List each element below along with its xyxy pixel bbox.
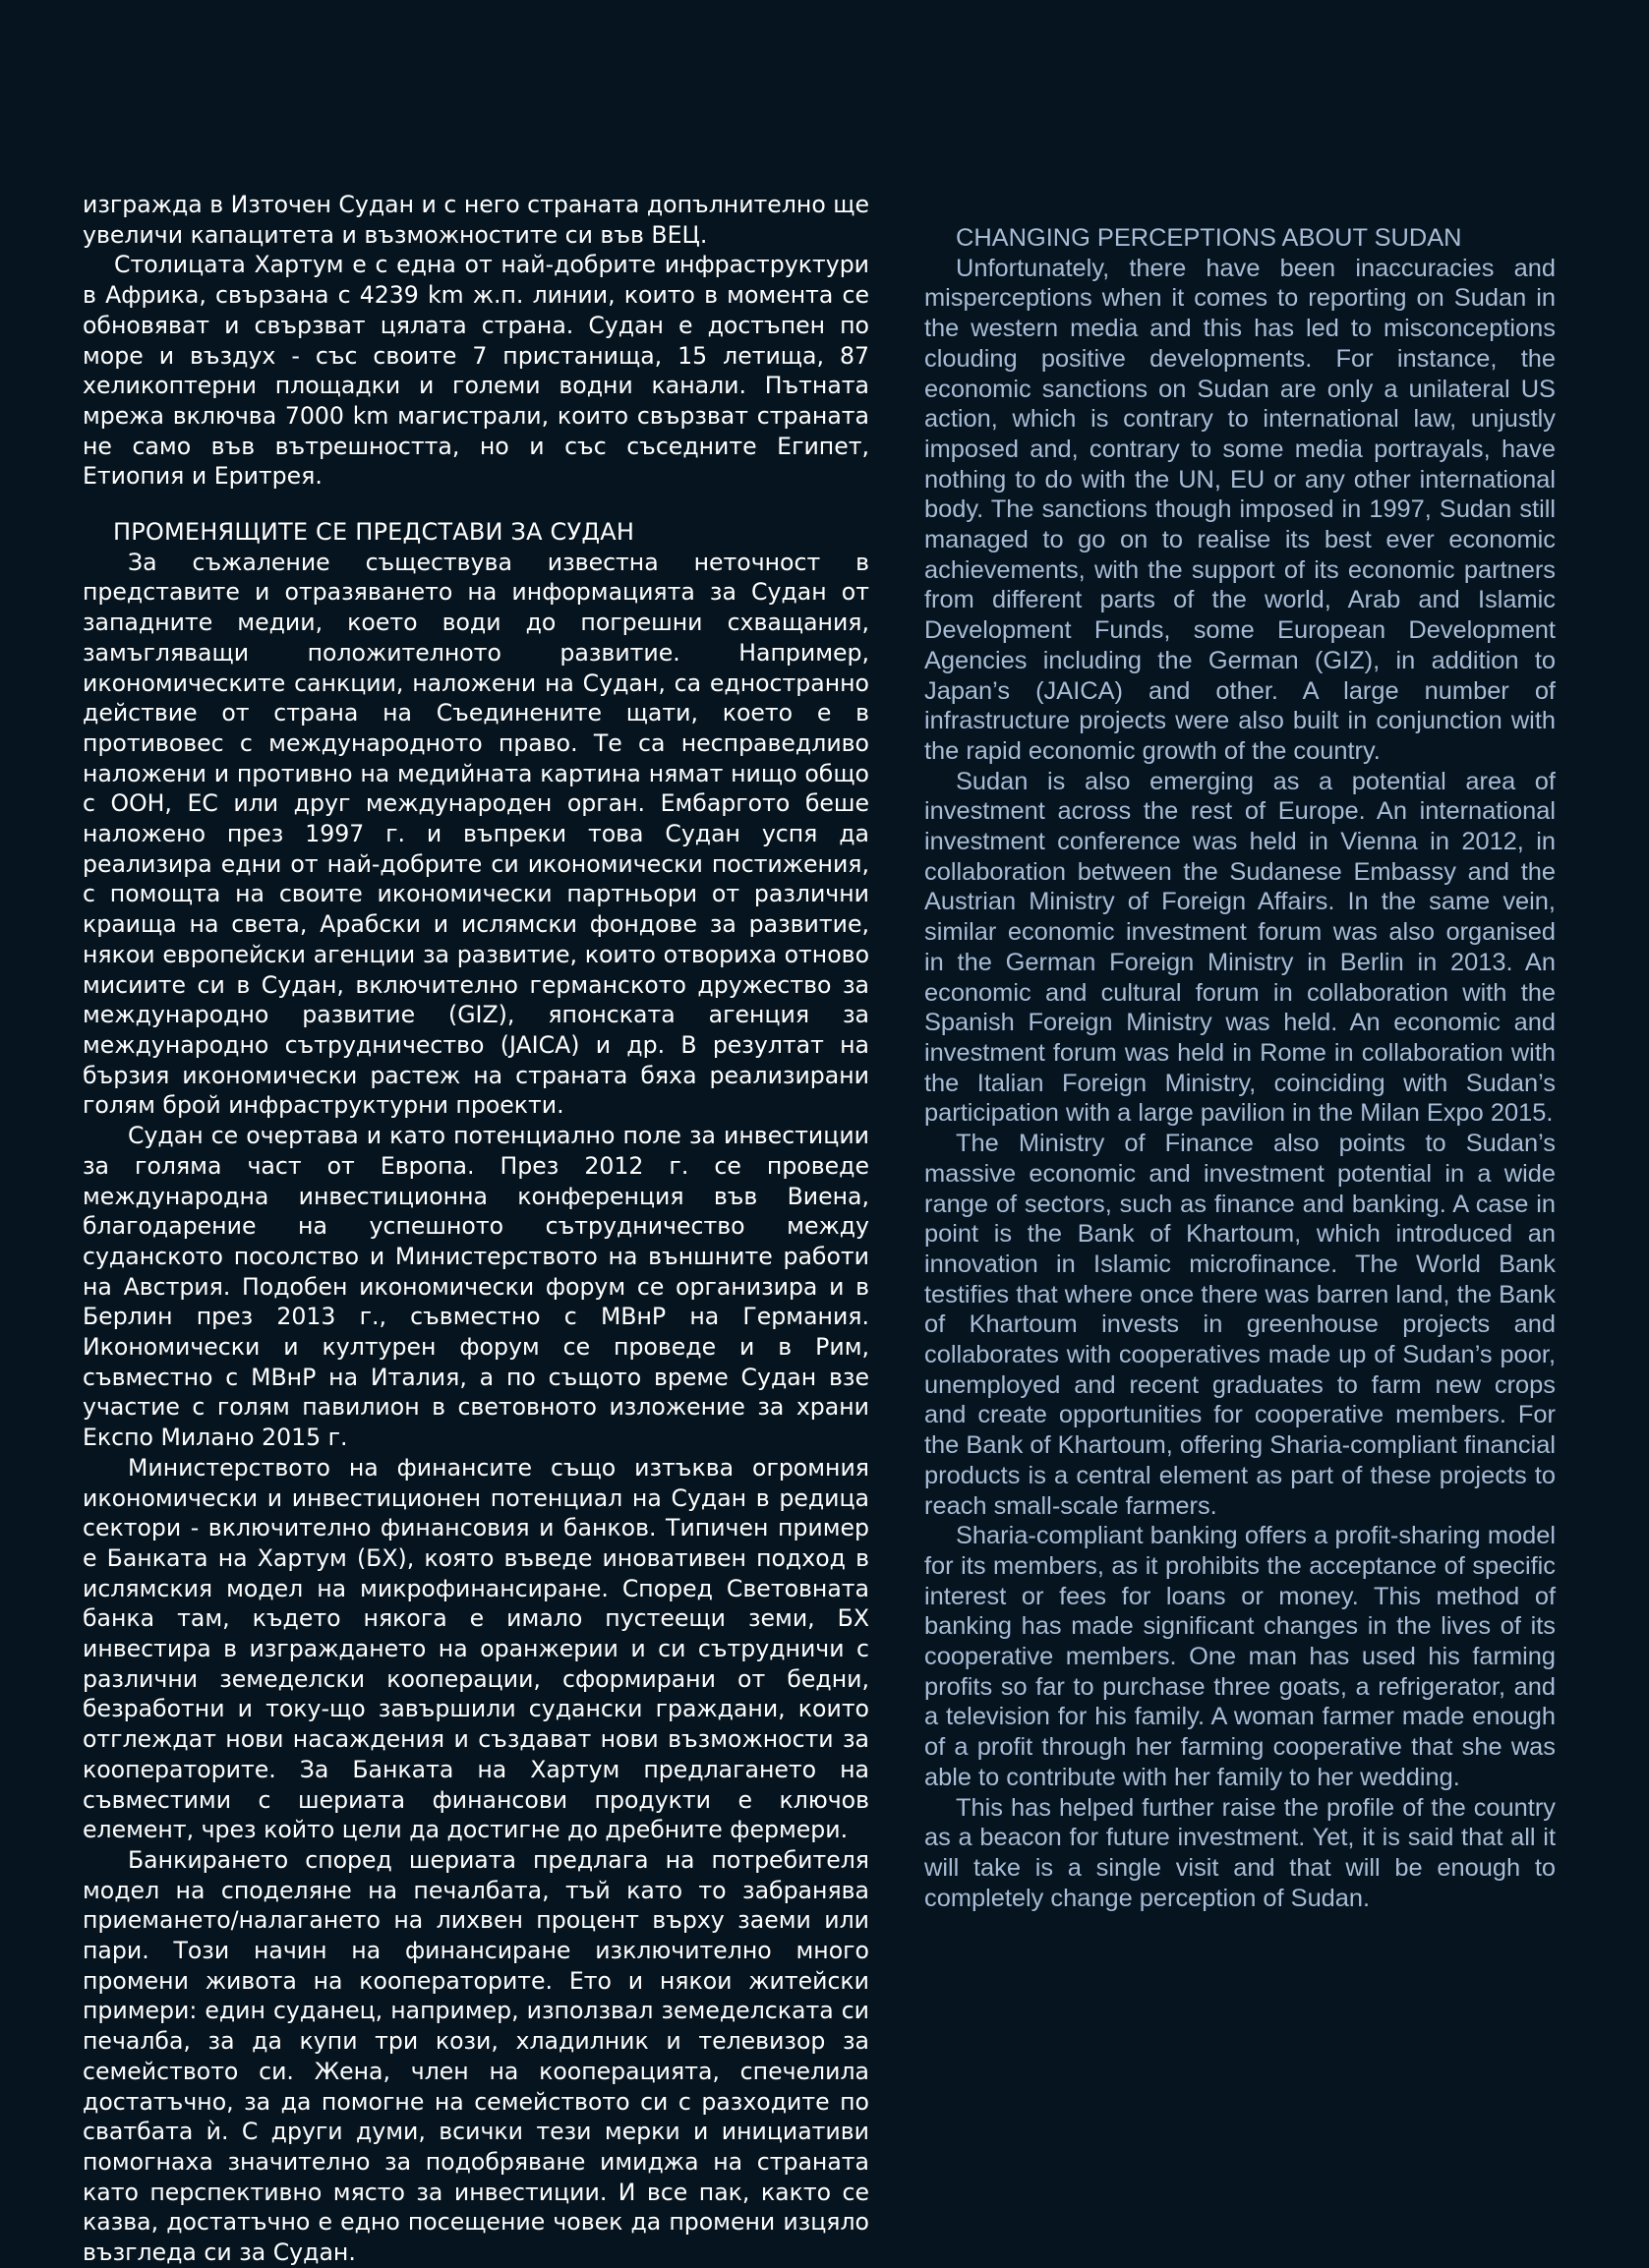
en-paragraph-finance: The Ministry of Finance also points to Sudan’s massive economic and investment potential in a wide range of sectors, such as finance and banking. A case in point is the Bank of Khartoum, which introduced an innovation in Islamic microfinance. The World Bank testifies that where once there was barren land, the Bank of Khartoum invests in greenhouse projects and collaborates with cooperatives made up of Sudan’s poor, unemployed and recent graduates to farm new crops and create opportunities for cooperative members. For the Bank of Khartoum, offering Sharia-compliant financial products is a central element as part of these projects to reach small-scale farmers. xyxy=(924,1130,1556,1520)
bg-paragraph-intro: изгражда в Източен Судан и с него страната допълнително ще увеличи капацитета и възможностите си във ВЕЦ. xyxy=(83,191,869,249)
bg-paragraph-sharia-banking: Банкирането според шериата предлага на потребителя модел на споделяне на печалбата, тъй като то забранява приемането/налагането на лихвен процент върху заеми или пари. Този начин на финансиране изключително много промени живота на кооператорите. Ето и някои житейски примери: един суданец, например, използвал земеделската си печалба, за да купи три кози, хладилник и телевизор за семейството си. Жена, член на кооперацията, спечелила достатъчно, за да помогне на семейството си с разходите по сватбата ѝ. С други думи, всички тези мерки и инициативи помогнаха значително за подобряване имиджа на страната като перспективно място за инвестиции. И все пак, както се казва, достатъчно е едно посещение човек да промени изцяло възгледа си за Судан. xyxy=(83,1845,869,2267)
en-section-heading: CHANGING PERCEPTIONS ABOUT SUDAN xyxy=(956,224,1462,252)
en-paragraph-conclusion: This has helped further raise the profile of the country as a beacon for future investment. Yet, it is said that all it will take is a single visit and that will be enough to completely change perception of Sudan. xyxy=(924,1793,1556,1912)
bg-paragraph-khartoum-infrastructure: Столицата Хартум е с една от най-добрите инфраструктури в Африка, свързана с 4239 km ж.п. линии, които в момента се обновяват и свързват цялата страна. Судан е достъпен по море и въздух - със своите 7 пристанища, 15 летища, 87 хеликоптерни площадки и големи водни канали. Пътната мрежа включва 7000 km магистрали, които свързват страната не само във вътрешността, но и със съседните Египет, Етиопия и Еритрея. xyxy=(83,251,869,491)
en-paragraph-investment: Sudan is also emerging as a potential area of investment across the rest of Europe. An international investment conference was held in Vienna in 2012, in collaboration between the Sudanese Embassy and the Austrian Ministry of Foreign Affairs. In the same vein, similar economic investment forum was also organised in the German Foreign Ministry in Berlin in 2013. An economic and cultural forum in collaboration with the Spanish Foreign Ministry was held. An economic and investment forum was held in Rome in collaboration with the Italian Foreign Ministry, coinciding with Sudan’s participation with a large pavilion in the Milan Expo 2015. xyxy=(924,767,1556,1128)
bg-paragraph-finance: Министерството на финансите също изтъква огромния икономически и инвестиционен потенциал на Судан в редица сектори - включително финансовия и банков. Типичен пример е Банката на Хартум (БХ), която въведе иновативен подход в ислямския модел на микрофинансиране. Според Световната банка там, където някога е имало пустеещи земи, БХ инвестира в изграждането на оранжерии и си сътрудничи с различни земеделски кооперации, сформирани от бедни, безработни и току-що завършили судански граждани, които отглеждат нови насаждения и създават нови възможности за кооператорите. За Банката на Хартум предлагането на съвместими с шериата финансови продукти е ключов елемент, чрез който цели да достигне до дребните фермери. xyxy=(83,1453,869,1844)
en-paragraph-sharia-banking: Sharia-compliant banking offers a profit-sharing model for its members, as it prohibits the acceptance of specific interest or fees for loans or money. This method of banking has made significant changes in the lives of its cooperative members. One man has used his farming profits so far to purchase three goats, a refrigerator, and a television for his family. A woman farmer made enough of a profit through her farming cooperative that she was able to contribute with her family to her wedding. xyxy=(924,1522,1556,1791)
bulgarian-column xyxy=(83,190,869,2268)
bg-paragraph-investment: Судан се очертава и като потенциално поле за инвестиции за голяма част от Европа. През 2012 г. се проведе международна инвестиционна конференция във Виена, благодарение на успешното сътрудничество между суданското посолство и Министерството на външните работи на Австрия. Подобен икономически форум се организира и в Берлин през 2013 г., съвместно с МВнР на Германия. Икономически и културен форум се проведе и в Рим, съвместно с МВнР на Италия, а по същото време Судан взе участие с голям павилион в световното изложение за храни Експо Милано 2015 г. xyxy=(83,1122,869,1452)
en-paragraph-misperceptions: Unfortunately, there have been inaccuracies and misperceptions when it comes to reporting on Sudan in the western media and this has led to misconceptions clouding positive developments. For instance, the economic sanctions on Sudan are only a unilateral US action, which is contrary to international law, unjustly imposed and, contrary to some media portrayals, have nothing to do with the UN, EU or any other international body. The sanctions though imposed in 1997, Sudan still managed to go on to realise its best ever economic achievements, with the support of its economic partners from different parts of the world, Arab and Islamic Development Funds, some European Development Agencies including the German (GIZ), in addition to Japan’s (JAICA) and other. A large number of infrastructure projects were also built in conjunction with the rapid economic growth of the country. xyxy=(924,254,1556,765)
bg-section-heading: ПРОМЕНЯЩИТЕ СЕ ПРЕДСТАВИ ЗА СУДАН xyxy=(113,518,635,547)
bg-paragraph-misperceptions: За съжаление съществува известна неточност в представите и отразяването на информацията за Судан от западните медии, което води до погрешни схващания, замъгляващи положителното развитие. Например, икономическите санкции, наложени на Судан, са едностранно действие от страна на Съединените щати, което е в противовес с международното право. Те са несправедливо наложени и противно на медийната картина нямат нищо общо с ООН, ЕС или друг международен орган. Ембаргото беше наложено през 1997 г. и въпреки това Судан успя да реализира едни от най-добрите си икономически постижения, с помощта на своите икономически партньори от различни краища на света, Арабски и ислямски фондове за развитие, някои европейски агенции за развитие, които отвориха отново мисиите си в Судан, включително германското дружество за международно развитие (GIZ), японската агенция за международно сътрудничество (JAICA) и др. В резултат на бързия икономически растеж на страната бяха реализирани голям брой инфраструктурни проекти. xyxy=(83,548,869,1120)
english-column xyxy=(924,223,1556,1913)
